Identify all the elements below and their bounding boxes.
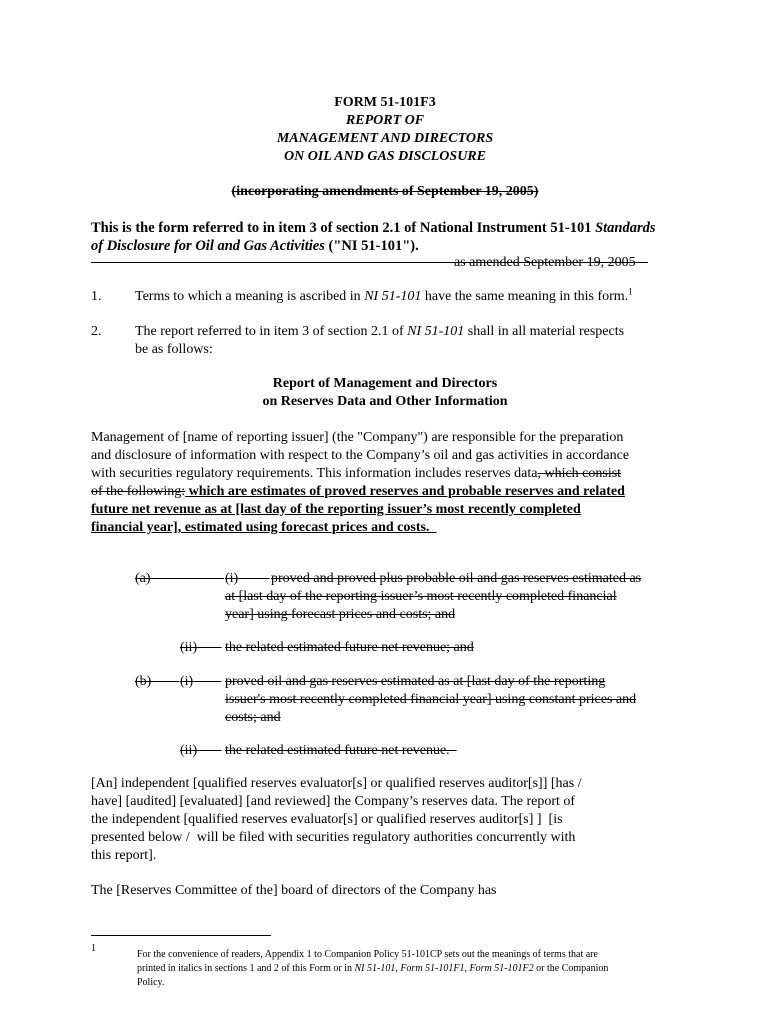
- title-line-2: MANAGEMENT AND DIRECTORS: [276, 131, 494, 146]
- item-1-text: Terms to which a meaning is ascribed in NI 51-101 have the same meaning in this form.$^1$: [135, 286, 633, 304]
- mgmt-line-6: financial year], estimated using forecast prices and costs.: [91, 520, 437, 535]
- mgmt-line-2: and disclosure of information with respect to the Company’s oil and gas activities in accordance: [91, 448, 630, 463]
- footnote-ref[interactable]: 1: [628, 286, 633, 297]
- independent-line-2: have] [audited] [evaluated] [and reviewed] the Company’s reserves data. The report of: [91, 794, 576, 809]
- list-a-i-line-2: at [last day of the reporting issuer’s most recently completed financial: [225, 589, 617, 604]
- list-b-i-line-2: issuer's most recently completed financial year] using constant prices and: [225, 692, 637, 707]
- title-line-3: ON OIL AND GAS DISCLOSURE: [283, 149, 486, 164]
- footnote-line-2: printed in italics in sections 1 and 2 of this Form or in NI 51-101, Form 51-101F1, Form 51-101F2 or the Companion: [137, 963, 609, 974]
- list-a-ii-text: the related estimated future net revenue; and: [225, 640, 474, 655]
- list-a-label: (a): [135, 571, 151, 586]
- list-b-label: (b): [135, 674, 152, 689]
- list-a-ii-label: (ii): [180, 640, 198, 655]
- list-b-i-label: (i): [180, 674, 194, 689]
- report-heading-1: Report of Management and Directors: [272, 376, 498, 391]
- item-2-text-line-2: be as follows:: [135, 342, 213, 357]
- list-b-ii-text: the related estimated future net revenue.: [225, 743, 457, 758]
- form-number: FORM 51-101F3: [334, 95, 436, 110]
- list-b-i-line-3: costs; and: [225, 710, 281, 725]
- board-line: The [Reserves Committee of the] board of directors of the Company has: [91, 883, 497, 898]
- list-a-i-label: (i): [225, 571, 239, 586]
- footnote-line-3: Policy.: [137, 977, 165, 988]
- mgmt-line-5: future net revenue as at [last day of the reporting issuer’s most recently completed: [91, 502, 581, 517]
- report-heading-2: on Reserves Data and Other Information: [262, 394, 508, 409]
- amendment-note: (incorporating amendments of September 19, 2005): [231, 184, 539, 199]
- item-2-text: The report referred to in item 3 of section 2.1 of NI 51-101 shall in all material respects: [135, 324, 625, 339]
- list-a-i-line-3: year] using forecast prices and costs; and: [225, 607, 456, 622]
- mgmt-line-4: of the following: which are estimates of proved reserves and probable reserves and related: [91, 484, 625, 499]
- mgmt-line-1: Management of [name of reporting issuer] (the "Company") are responsible for the preparation: [91, 430, 624, 445]
- amended-note: as amended September 19, 2005: [454, 255, 636, 270]
- list-a-i-line-1: proved and proved plus probable oil and gas reserves estimated as: [271, 571, 642, 586]
- list-b-ii-label: (ii): [180, 743, 198, 758]
- footnote-marker: 1: [91, 943, 96, 954]
- list-b-i-line-1: proved oil and gas reserves estimated as at [last day of the reporting: [225, 674, 606, 689]
- title-line-1: REPORT OF: [345, 113, 425, 128]
- independent-line-5: this report].: [91, 848, 157, 863]
- item-2-number: 2.: [91, 324, 102, 339]
- footnote-line-1: For the convenience of readers, Appendix 1 to Companion Policy 51-101CP sets out the meanings of terms that are: [137, 949, 598, 960]
- item-1-number: 1.: [91, 289, 102, 304]
- intro-line-1: This is the form referred to in item 3 of section 2.1 of National Instrument 51-101 Standards: [91, 220, 656, 236]
- independent-line-4: presented below / will be filed with securities regulatory authorities concurrently with: [91, 830, 576, 845]
- independent-line-1: [An] independent [qualified reserves evaluator[s] or qualified reserves auditor[s]] [has /: [91, 776, 582, 791]
- independent-line-3: the independent [qualified reserves evaluator[s] or qualified reserves auditor[s] ] [is: [91, 812, 563, 827]
- mgmt-line-3: with securities regulatory requirements. This information includes reserves data, which consist: [91, 466, 622, 481]
- intro-line-2: of Disclosure for Oil and Gas Activities ("NI 51-101").: [91, 238, 419, 254]
- footnote-separator: [91, 935, 271, 936]
